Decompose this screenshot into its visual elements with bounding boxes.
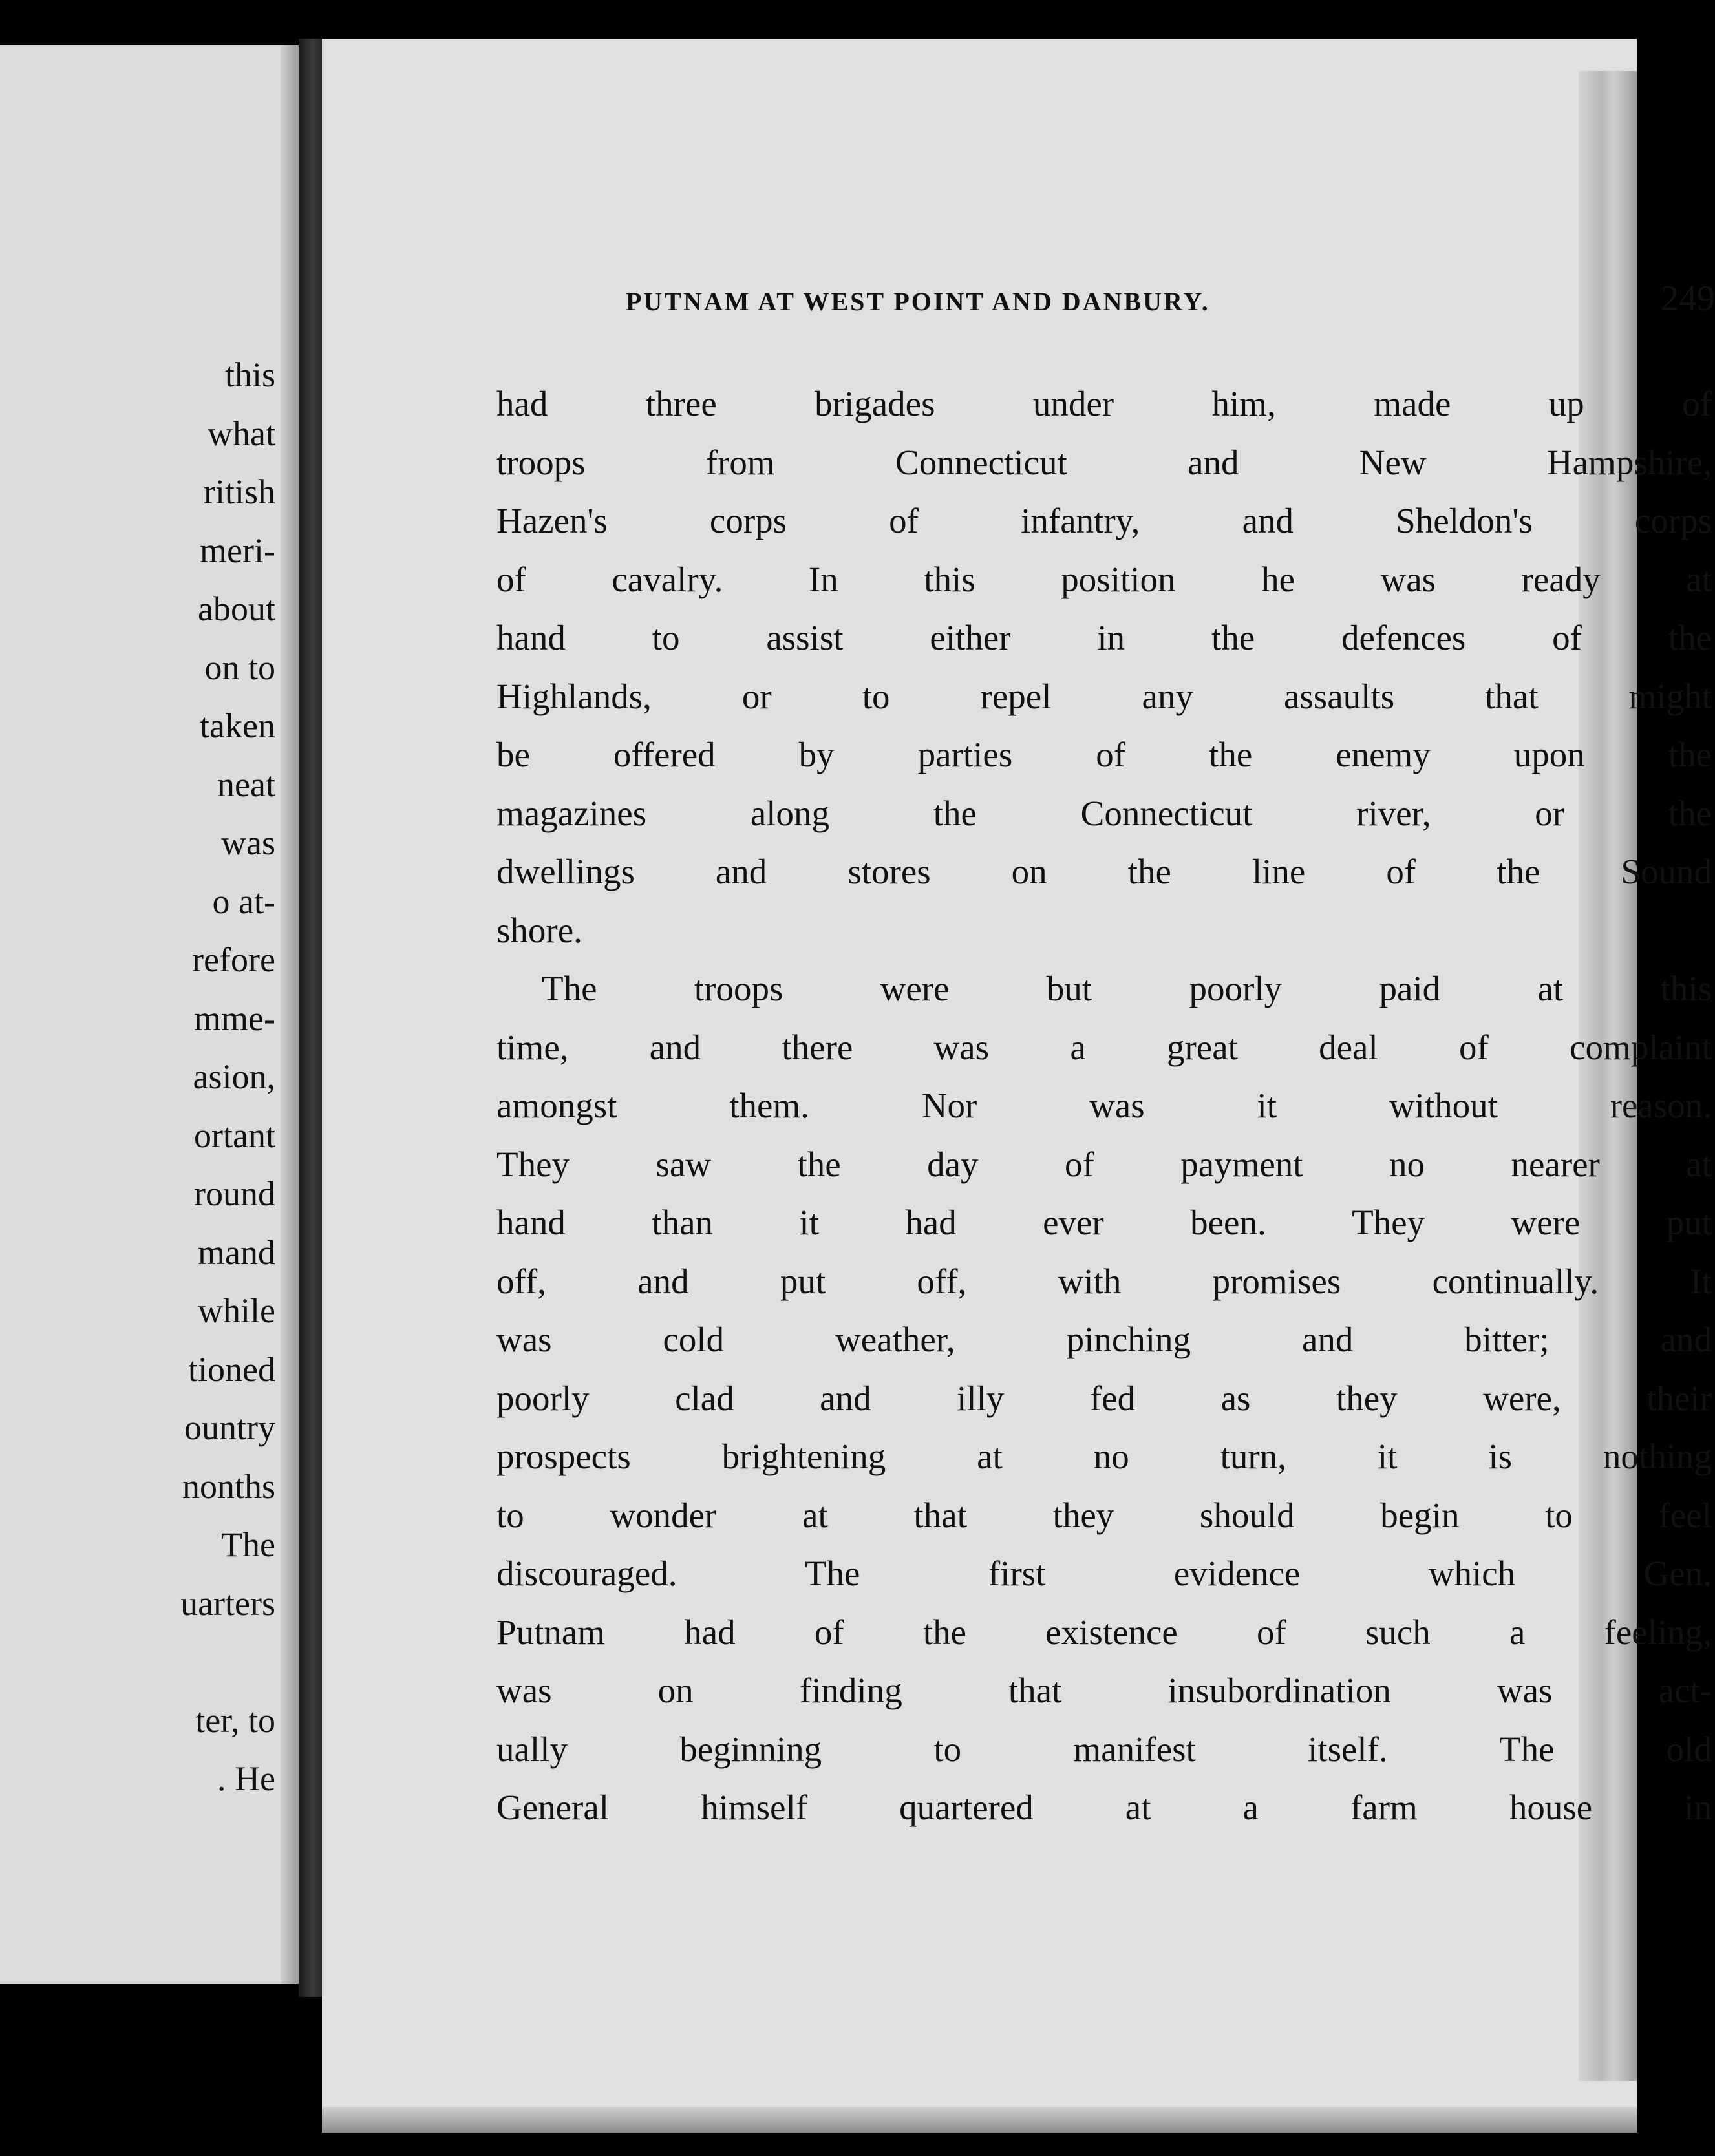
text-line: to wonder at that they should begin to feel — [496, 1495, 1712, 1535]
text-line: off, and put off, with promises continually. It — [496, 1261, 1712, 1301]
page-body — [496, 375, 1712, 1837]
text-line: Highlands, or to repel any assaults that might — [496, 676, 1712, 716]
text-line: was cold weather, pinching and bitter; and — [496, 1320, 1712, 1359]
text-line: ritish — [203, 472, 275, 511]
text-line: nonths — [182, 1466, 275, 1506]
text-line: was on finding that insubordination was act- — [496, 1671, 1712, 1710]
text-line: shore. — [496, 910, 582, 950]
text-line: refore — [192, 940, 275, 979]
text-line: . He — [217, 1759, 275, 1798]
text-line: amongst them. Nor was it without reason. — [496, 1086, 1712, 1125]
text-line: The — [221, 1525, 275, 1564]
text-line: discouraged. The first evidence which Gen. — [496, 1554, 1712, 1593]
text-line: was — [221, 823, 275, 862]
text-line: of cavalry. In this position he was ready at — [496, 559, 1712, 599]
gutter-shadow — [281, 45, 299, 1984]
text-line: time, and there was a great deal of complaint — [496, 1027, 1712, 1067]
previous-page-text — [4, 346, 275, 1808]
text-line: The troops were but poorly paid at this — [542, 969, 1712, 1008]
text-line: taken — [200, 706, 275, 745]
page-number: 249 — [1661, 279, 1715, 319]
text-line: this — [224, 355, 275, 394]
page-bottom-edge — [322, 2107, 1637, 2133]
text-line: tioned — [188, 1349, 275, 1389]
text-line: meri- — [200, 531, 275, 570]
text-line: troops from Connecticut and New Hampshire, — [496, 442, 1712, 482]
text-line: asion, — [193, 1057, 275, 1096]
text-line: prospects brightening at no turn, it is nothing — [496, 1437, 1712, 1476]
running-head — [626, 278, 1715, 319]
text-line: round — [194, 1174, 275, 1213]
text-line: General himself quartered at a farm house in — [496, 1788, 1712, 1827]
text-line: mme- — [194, 999, 275, 1038]
text-line: uarters — [180, 1583, 275, 1623]
text-line: about — [198, 589, 275, 628]
text-line: neat — [217, 765, 275, 804]
text-line: They saw the day of payment no nearer at — [496, 1144, 1712, 1184]
text-line: ortant — [194, 1115, 275, 1155]
text-line: poorly clad and illy fed as they were, their — [496, 1378, 1712, 1418]
text-line: be offered by parties of the enemy upon the — [496, 735, 1712, 774]
text-line: o at- — [212, 882, 275, 921]
text-line: ually beginning to manifest itself. The old — [496, 1729, 1712, 1769]
blank-line — [4, 1633, 275, 1691]
text-line: while — [198, 1291, 275, 1330]
text-line: dwellings and stores on the line of the Sound — [496, 852, 1712, 891]
book-page — [322, 39, 1715, 2133]
text-line: ountry — [184, 1408, 275, 1447]
previous-page-fragment — [0, 45, 299, 1984]
text-line: ter, to — [195, 1700, 275, 1740]
text-line: magazines along the Connecticut river, or the — [496, 793, 1712, 833]
text-line: hand to assist either in the defences of the — [496, 618, 1712, 657]
text-line: mand — [198, 1232, 275, 1272]
text-line: Putnam had of the existence of such a feeling, — [496, 1612, 1712, 1652]
running-title: PUTNAM AT WEST POINT AND DANBURY. — [626, 287, 1210, 316]
text-line: hand than it had ever been. They were put — [496, 1203, 1712, 1242]
text-line: had three brigades under him, made up of — [496, 384, 1712, 423]
text-line: on to — [204, 648, 275, 687]
text-line: Hazen's corps of infantry, and Sheldon's corps — [496, 501, 1712, 540]
text-line: what — [208, 414, 275, 453]
